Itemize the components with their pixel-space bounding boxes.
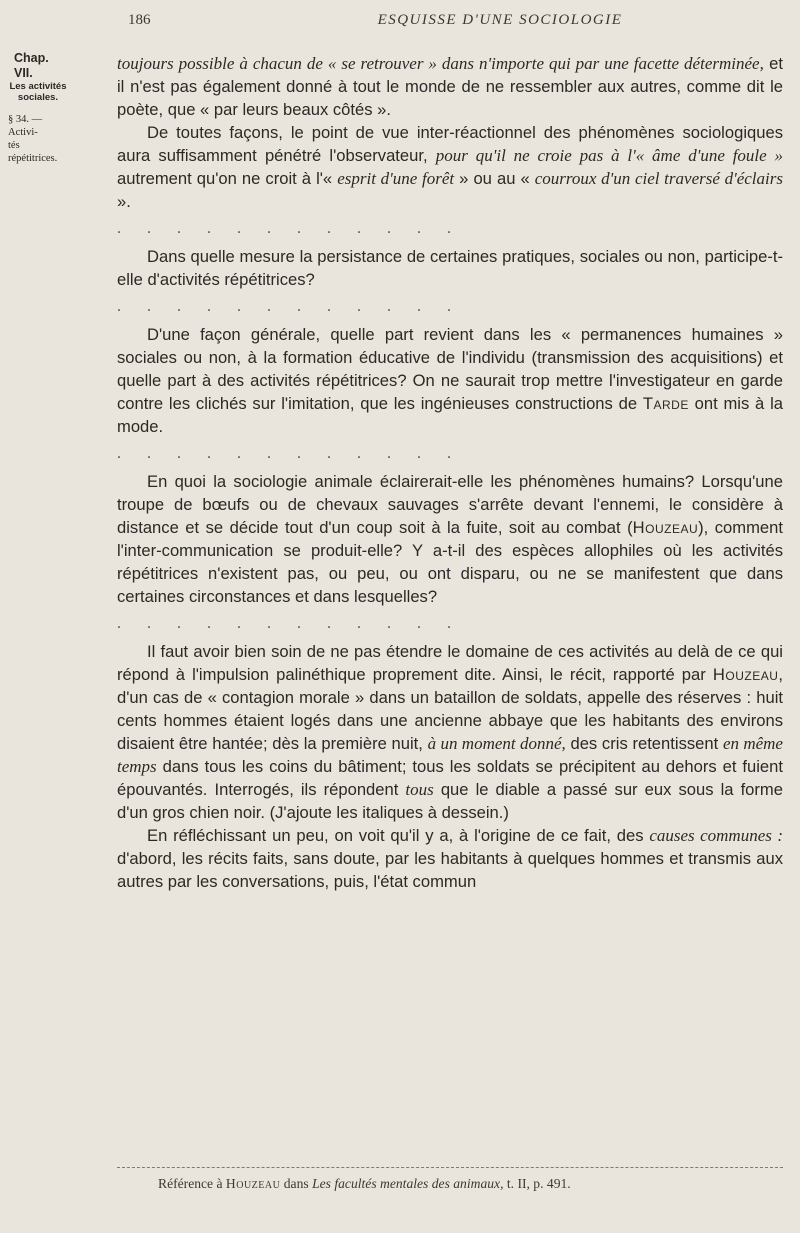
ellipsis-separator: . . . . . . . . . . . .	[117, 220, 462, 237]
margin-section-line-1: § 34. — Activi-	[8, 114, 43, 138]
italic-span: causes communes :	[649, 826, 783, 845]
paragraph-5	[117, 470, 783, 608]
text-span: De toutes façons, le point de vue inter-réactionnel des phénomènes sociologiques aura suffisamment pénétré l'observateur,	[117, 123, 783, 165]
ellipsis-separator: . . . . . . . . . . . .	[117, 615, 462, 632]
margin-section	[8, 113, 68, 165]
text-span: ».	[117, 192, 131, 211]
ellipsis-separator: . . . . . . . . . . . .	[117, 445, 462, 462]
text-span: ont mis à la mode.	[117, 394, 783, 436]
footnote	[158, 1176, 783, 1192]
text-span: En réfléchissant un peu, on voit qu'il y a, à l'origine de ce fait, des	[147, 826, 650, 845]
page-number: 186	[128, 12, 151, 28]
text-span: , d'un cas de « contagion morale » dans un bataillon de soldats, appelle des réserves : huit cents hommes étaient logés dans une ancienne abbaye que les habitants des environs disaient être hantée; dès la première nuit,	[117, 665, 783, 753]
margin-section-line-2: tés répétitrices.	[8, 140, 58, 164]
text-span: En quoi la sociologie animale éclairerait-elle les phénomènes humains? Lorsqu'une troupe de bœufs ou de chevaux sauvages s'arrête devant l'ennemi, le considère à distance et se décide tout d'un coup soit à la fuite, soit au combat (	[117, 472, 783, 537]
text-span: dans	[280, 1176, 313, 1191]
text-span: des cris retentissent	[565, 734, 723, 753]
margin-chapter-title-1: Les activités	[9, 81, 67, 92]
text-span: dans tous les coins du bâtiment; tous les soldats se précipitent au dehors et fuient épouvantés. Interrogés, ils répondent	[117, 757, 783, 799]
text-span: que le diable a passé sur eux sous la forme d'un gros chien noir. (J'ajoute les italiques à dessein.)	[117, 780, 783, 822]
italic-span: pour qu'il ne croie pas à l'« âme d'une foule »	[435, 146, 784, 165]
body-text	[117, 52, 783, 893]
italic-span: Les facultés mentales des animaux,	[312, 1176, 504, 1191]
italic-span: esprit d'une forêt	[337, 169, 455, 188]
text-span: t. II, p. 491.	[503, 1176, 571, 1191]
paragraph-7	[117, 824, 783, 893]
italic-span: courroux d'un ciel traversé d'éclairs	[534, 169, 783, 188]
author-name: Houzeau	[632, 518, 699, 537]
text-span: ), comment l'inter-communication se produit-elle? Y a-t-il des espèces allophiles où les activités répétitrices n'existent pas, ou peu, ou ont disparu, ou ne se manifestent que dans certaines circonstances et dans lesquelles?	[117, 518, 783, 606]
text-span: D'une façon générale, quelle part revient dans les « permanences humaines » sociales ou non, à la formation éducative de l'individu (transmission des acquisitions) et quelle part à des activités répétitrices? On ne saurait trop mettre l'investigateur en garde contre les clichés sur l'imitation, que les ingénieuses constructions de	[117, 325, 783, 413]
paragraph-2	[117, 121, 783, 213]
author-name: Houzeau	[225, 1176, 281, 1191]
running-title: ESQUISSE D'UNE SOCIOLOGIE	[377, 12, 623, 28]
ellipsis-separator: . . . . . . . . . . . .	[117, 298, 462, 315]
text-span: autrement qu'on ne croit à l'«	[117, 169, 338, 188]
paragraph-6	[117, 640, 783, 824]
margin-chapter: Chap. VII.	[14, 51, 49, 80]
running-header	[0, 12, 800, 36]
italic-span: en même temps	[117, 734, 783, 776]
author-name: Houzeau	[712, 665, 779, 684]
margin-notes	[8, 51, 68, 165]
italic-span: à un moment donné,	[427, 734, 566, 753]
paragraph-1	[117, 52, 783, 121]
text-span: Il faut avoir bien soin de ne pas étendre le domaine de ces activités au delà de ce qui répond à l'impulsion palinéthique proprement dite. Ainsi, le récit, rapporté par	[117, 642, 783, 684]
text-span: et il n'est pas également donné à tout le monde de ne ressembler aux autres, comme dit le poète, que « par leurs beaux côtés ».	[117, 54, 783, 119]
author-name: Tarde	[642, 394, 689, 413]
italic-span: toujours possible à chacun de « se retrouver » dans n'importe qui par une facette déterminée,	[117, 54, 764, 73]
paragraph-3: Dans quelle mesure la persistance de certaines pratiques, sociales ou non, participe-t-elle d'activités répétitrices?	[117, 247, 783, 289]
italic-span: tous	[405, 780, 434, 799]
text-span: Référence à	[158, 1176, 226, 1191]
paragraph-4	[117, 323, 783, 438]
footnote-rule	[117, 1167, 783, 1168]
text-span: » ou au «	[454, 169, 535, 188]
text-span: d'abord, les récits faits, sans doute, par les habitants à quelques hommes et transmis aux autres par les conversations, puis, l'état commun	[117, 849, 783, 891]
margin-chapter-title-2: sociales.	[17, 92, 59, 103]
